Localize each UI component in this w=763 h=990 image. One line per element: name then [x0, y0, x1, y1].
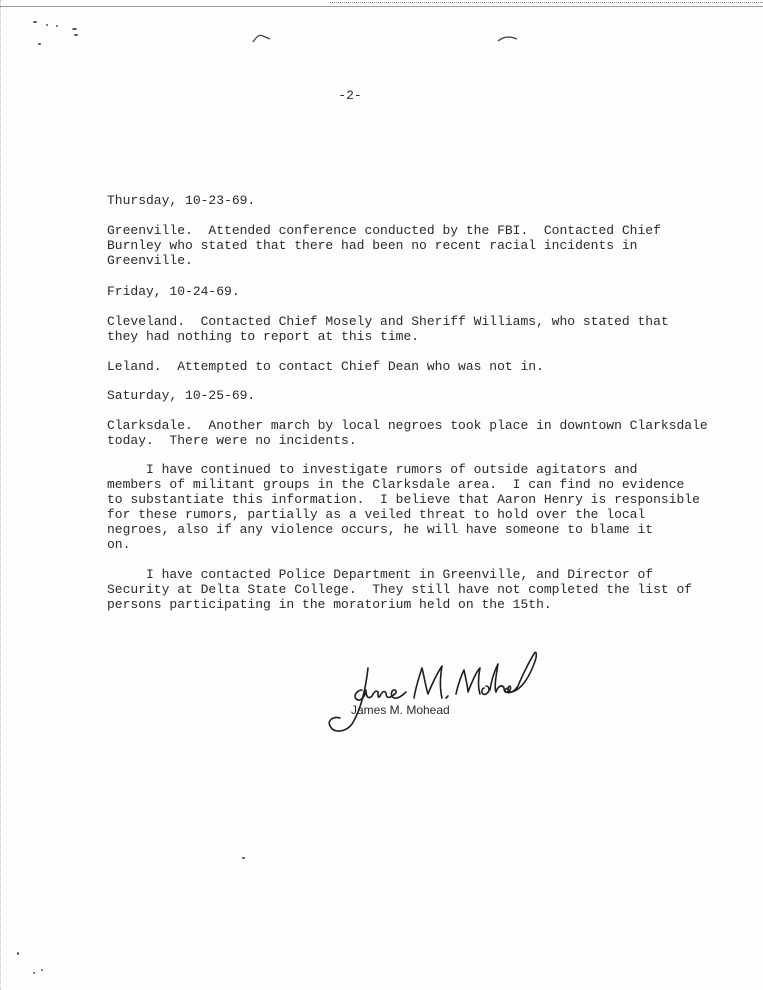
left-edge-margin: [0, 0, 4, 990]
paragraph-clarksdale-line: Clarksdale. Another march by local negroes took place in downtown Clarksdale: [107, 418, 708, 433]
paragraph-contacts-line: persons participating in the moratorium held on the 15th.: [107, 597, 552, 612]
page-number: -2-: [338, 88, 362, 103]
scan-speck: [46, 24, 48, 26]
scan-speck: [33, 972, 35, 974]
paragraph-cleveland-line: they had nothing to report at this time.: [107, 329, 420, 344]
paragraph-clarksdale-line: today. There were no incidents.: [107, 433, 357, 448]
paragraph-rumors-line: on.: [107, 537, 131, 552]
date-heading-saturday: Saturday, 10-25-69.: [107, 388, 256, 403]
scan-speck: [41, 969, 43, 971]
paragraph-greenville-line: Burnley who stated that there had been no recent racial incidents in: [107, 238, 638, 253]
date-heading-friday: Friday, 10-24-69.: [107, 284, 240, 299]
paragraph-greenville-line: Greenville. Attended conference conducted by the FBI. Contacted Chief: [107, 223, 661, 238]
top-edge-rule: [0, 6, 763, 7]
paragraph-rumors-line: for these rumors, partially as a veiled threat to hold over the local: [107, 507, 646, 522]
scan-speck: [38, 43, 41, 45]
paragraph-rumors-line: members of militant groups in the Clarksdale area. I can find no evidence: [107, 477, 685, 492]
scan-speck: [74, 34, 78, 36]
scan-mark-right: [495, 33, 521, 45]
scan-speck: [72, 28, 77, 30]
paragraph-contacts-line: I have contacted Police Department in Greenville, and Director of: [107, 567, 654, 582]
scan-speck: [17, 952, 19, 955]
paragraph-rumors-line: negroes, also if any violence occurs, he will have someone to blame it: [107, 522, 654, 537]
paragraph-contacts-line: Security at Delta State College. They still have not completed the list of: [107, 582, 693, 597]
paragraph-cleveland-line: Cleveland. Contacted Chief Mosely and Sheriff Williams, who stated that: [107, 314, 669, 329]
paragraph-rumors-line: I have continued to investigate rumors of outside agitators and: [107, 462, 638, 477]
paragraph-rumors-line: to substantiate this information. I believe that Aaron Henry is responsible: [107, 492, 700, 507]
paragraph-leland: Leland. Attempted to contact Chief Dean who was not in.: [107, 359, 544, 374]
scan-speck: [56, 25, 58, 27]
scan-speck: [33, 21, 37, 23]
paragraph-greenville-line: Greenville.: [107, 253, 193, 268]
scan-speck: [242, 857, 245, 859]
date-heading-thursday: Thursday, 10-23-69.: [107, 193, 256, 208]
top-edge-dotted-rule: [330, 2, 763, 5]
handwritten-signature: [322, 646, 552, 736]
scan-mark-left: [250, 30, 274, 46]
typed-signature-name: James M. Mohead: [351, 703, 450, 717]
